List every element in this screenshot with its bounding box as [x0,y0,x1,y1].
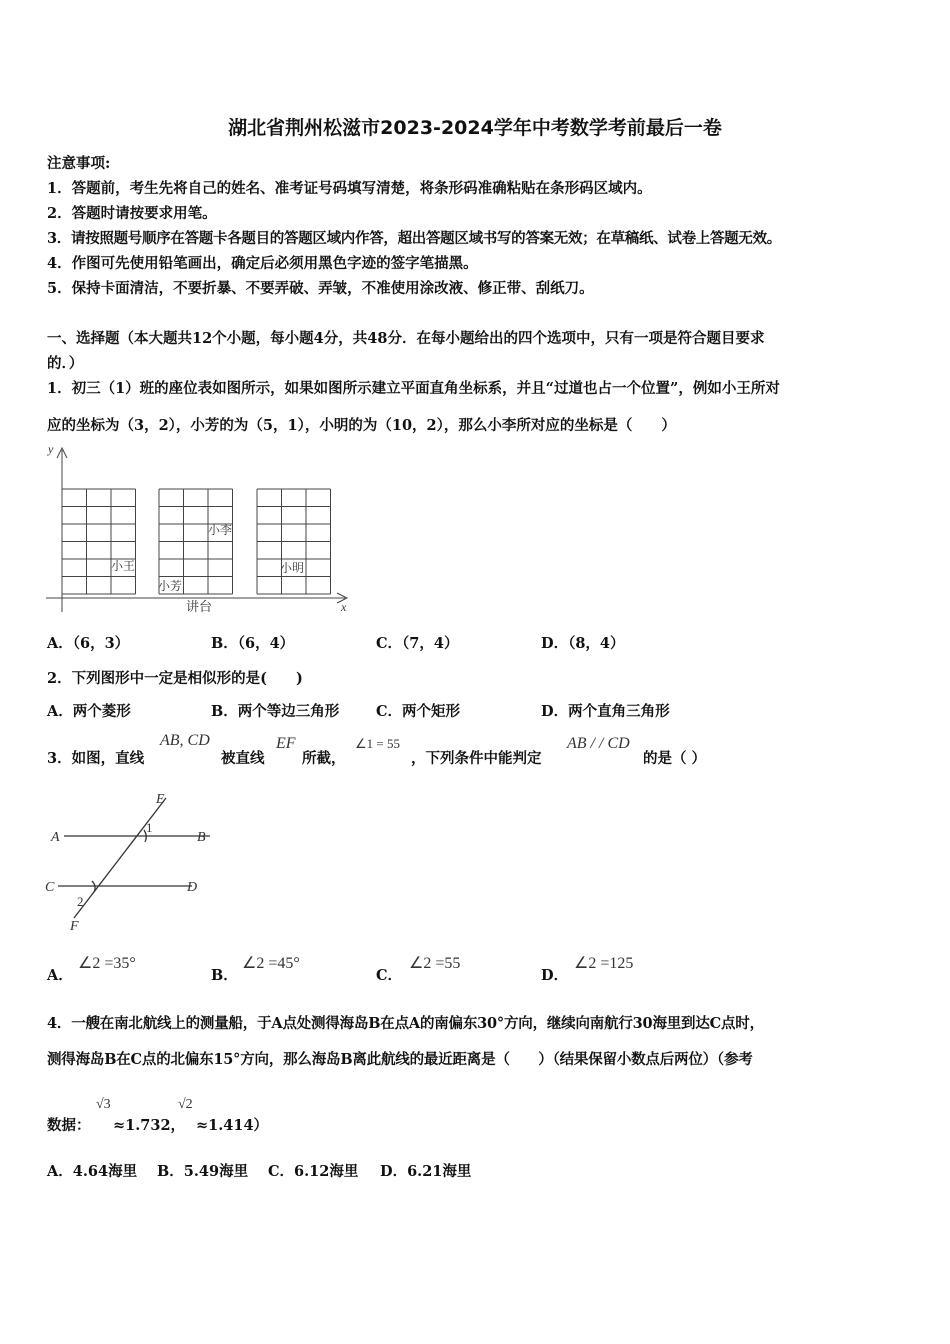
q2-option-a[interactable]: A．两个菱形 [47,703,131,720]
q2-stem: 2．下列图形中一定是相似形的是( ) [47,670,303,687]
x-axis-label: x [341,600,347,614]
seating-chart-figure [40,440,360,620]
q1-option-d[interactable]: D．（8，4） [541,635,625,652]
q3-math-ef: EF [276,735,296,752]
q4-approx-sqrt3: ≈1.732， [113,1117,186,1134]
q3-stem-part1: 3．如图，直线 [47,750,145,767]
q2-option-d[interactable]: D．两个直角三角形 [541,703,670,720]
point-a-label: A [51,830,60,845]
q3-option-a-expr[interactable]: ∠2 =35° [78,955,136,972]
q3-math-ab-cd: AB, CD [160,732,210,749]
q3-option-d-letter[interactable]: D． [541,967,569,984]
q4-ref-label: 数据： [47,1117,91,1134]
q1-option-b[interactable]: B．（6，4） [211,635,295,652]
angle-2-label: 2 [77,894,84,909]
q3-stem-part4: ，下列条件中能判定 [411,750,542,767]
label-xiaoli: 小李 [208,523,233,537]
q3-stem-part3: 所截， [302,750,346,767]
label-xiaowang: 小王 [111,559,136,573]
q4-stem: 4．一艘在南北航线上的测量船，于A点处测得海岛B在点A的南偏东30°方向，继续向南航行30海里到达C点时， [47,1015,764,1032]
q1-option-a[interactable]: A．（6，3） [47,635,130,652]
page-title: 湖北省荆州松滋市2023-2024学年中考数学考前最后一卷 [228,117,722,139]
q4-stem-cont: 测得海岛B在C点的北偏东15°方向，那么海岛B离此航线的最近距离是（ ）（结果保留小数点后两位）（参考 [47,1051,753,1068]
q4-sqrt3: √3 [96,1097,111,1112]
angle-1-label: 1 [146,820,153,835]
q3-option-c-letter[interactable]: C． [376,967,403,984]
q3-option-c-expr[interactable]: ∠2 =55 [409,955,461,972]
line-ef [74,798,166,918]
notice-item: 3．请按照题号顺序在答题卡各题目的答题区域内作答，超出答题区域书写的答案无效；在草稿纸、试卷上答题无效。 [47,230,781,247]
q3-stem-part5: 的是（ ） [643,750,707,767]
q3-math-parallel: AB / / CD [567,735,630,752]
q4-option-b[interactable]: B．5.49海里 [157,1163,249,1180]
q4-option-a[interactable]: A．4.64海里 [47,1163,138,1180]
q2-option-c[interactable]: C．两个矩形 [376,703,461,720]
point-e-label: E [156,792,165,807]
transversal-figure [40,785,220,940]
point-c-label: C [45,880,55,895]
section-heading-cont: 的．） [47,355,84,372]
q1-option-c[interactable]: C．（7，4） [376,635,459,652]
label-xiaoming: 小明 [280,561,305,575]
notice-heading: 注意事项: [47,155,111,172]
notice-item: 5．保持卡面清洁，不要折暴、不要弄破、弄皱，不准使用涂改液、修正带、刮纸刀。 [47,280,594,297]
q4-approx-sqrt2: ≈1.414） [196,1117,269,1134]
section-heading: 一、选择题（本大题共12个小题，每小题4分，共48分．在每小题给出的四个选项中，只有一项是符合题目要求 [47,330,765,347]
q3-option-b-expr[interactable]: ∠2 =45° [242,955,300,972]
notice-item: 4．作图可先使用铅笔画出，确定后必须用黑色字迹的签字笔描黑。 [47,255,478,272]
q3-option-d-expr[interactable]: ∠2 =125 [574,955,634,972]
q1-stem: 1．初三（1）班的座位表如图所示，如果如图所示建立平面直角坐标系，并且“过道也占一个位置”，例如小王所对 [47,380,780,397]
point-b-label: B [197,830,206,845]
y-axis-label: y [48,442,54,456]
q3-math-angle1: ∠1 = 55 [355,736,400,751]
seat-block-1 [62,489,136,594]
q3-stem-part2: 被直线 [221,750,265,767]
q3-option-a-letter[interactable]: A． [47,967,73,984]
label-xiaofang: 小芳 [158,579,183,593]
q4-option-c[interactable]: C．6.12海里 [268,1163,359,1180]
seat-block-3 [257,489,331,594]
q1-stem-cont: 应的坐标为（3，2），小芳的为（5，1），小明的为（10，2），那么小李所对应的坐标是（ ） [47,417,676,434]
point-f-label: F [70,919,79,934]
q2-option-b[interactable]: B．两个等边三角形 [211,703,340,720]
q3-option-b-letter[interactable]: B． [211,967,238,984]
q4-option-d[interactable]: D．6.21海里 [380,1163,472,1180]
point-d-label: D [187,880,198,895]
notice-item: 2．答题时请按要求用笔。 [47,205,217,222]
q4-sqrt2: √2 [178,1097,193,1112]
notice-item: 1．答题前，考生先将自己的姓名、准考证号码填写清楚，将条形码准确粘贴在条形码区域内。 [47,180,652,197]
label-podium: 讲台 [186,599,213,614]
